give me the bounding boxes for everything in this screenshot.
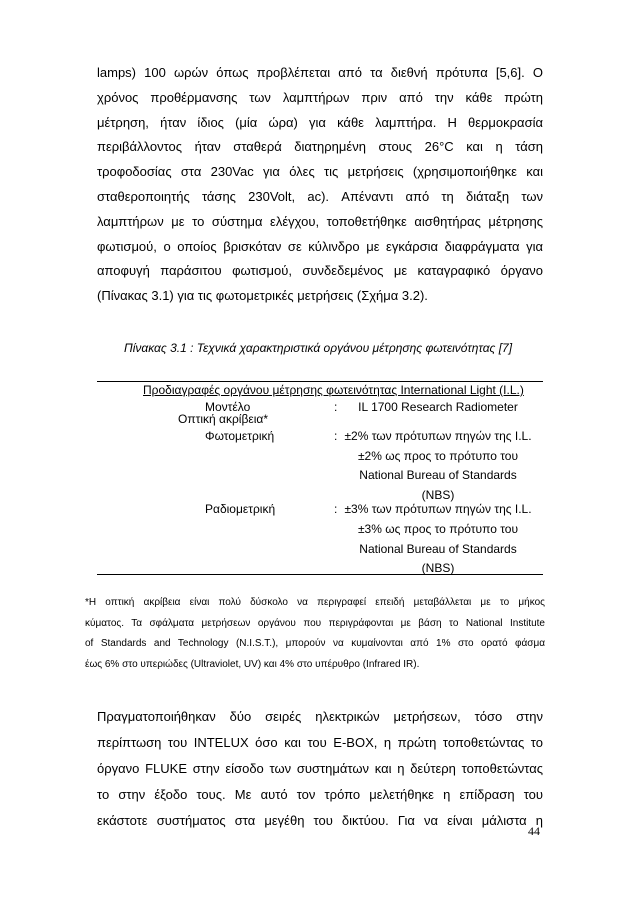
footnote-line: έως 6% στο υπεριώδες (Ultraviolet, UV) και 4% στο υπέρυθρο (Infrared IR).: [85, 658, 420, 670]
radiometric-value: ±3% ως προς το πρότυπο του: [357, 522, 519, 536]
photometric-label: Φωτομετρική: [205, 429, 275, 443]
radiometric-value: ±3% των πρότυπων πηγών της I.L.: [344, 502, 532, 516]
paragraph-line: περίπτωση του INTELUX όσο και του E-BOX, η πρώτη τοποθετώντας το: [97, 735, 543, 750]
paragraph-line: χρόνος προθέρμανσης των λαμπτήρων πριν από την κάθε πρώτη: [97, 89, 543, 105]
radiometric-value: National Bureau of Standards: [359, 542, 517, 556]
paragraph-line: όργανο FLUKE στην είσοδο των συστημάτων και η δεύτερη τοποθετώντας: [97, 761, 543, 776]
radiometric-label: Ραδιομετρική: [205, 502, 276, 516]
radiometric-value: (NBS): [421, 561, 455, 575]
footnote-line: κύματος. Τα σφάλματα μετρήσεων οργάνου που περιγράφονται με βάση το National Institute: [85, 617, 545, 629]
body-paragraph-2: [97, 704, 543, 834]
model-value: IL 1700 Research Radiometer: [358, 400, 518, 414]
paragraph-line: lamps) 100 ωρών όπως προβλέπεται από τα διεθνή πρότυπα [5,6]. Ο: [97, 65, 543, 80]
colon: :: [334, 429, 338, 443]
table-top-rule: [97, 381, 543, 382]
colon: :: [334, 400, 338, 414]
paragraph-line: φωτισμού, ο οποίος βρισκόταν σε κύλινδρο με εγκάρσια διαφράγματα για: [97, 238, 543, 254]
colon: :: [334, 502, 338, 516]
photometric-value: (NBS): [421, 488, 455, 502]
paragraph-line: (Πίνακας 3.1) για τις φωτομετρικές μετρήσεις (Σχήμα 3.2).: [97, 288, 428, 304]
paragraph-line: περιβάλλοντος ήταν σταθερά διατηρημένη στους 26°C και η τάση: [97, 139, 543, 155]
table-caption: Πίνακας 3.1 : Τεχνικά χαρακτηριστικά οργάνου μέτρησης φωτεινότητας [7]: [124, 341, 513, 355]
footnote: [85, 593, 545, 675]
paragraph-line: εκάστοτε συστήματος στα μεγέθη του δικτύου. Για να είναι μάλιστα η: [97, 813, 543, 828]
table-header: Προδιαγραφές οργάνου μέτρησης φωτεινότητας International Light (I.L.): [143, 383, 524, 397]
body-paragraph-1: [97, 61, 543, 309]
paragraph-line: αποφυγή παράσιτου φωτισμού, συνδεδεμένος με καταγραφικό όργανο: [97, 263, 543, 279]
model-label: Μοντέλο: [205, 400, 251, 414]
paragraph-line: λαμπτήρων με το σύστημα ελέγχου, τοποθετήθηκε αισθητήρας μέτρησης: [97, 213, 543, 229]
paragraph-line: σταθεροποιητής τάσης 230Volt, ac). Απέναντι από τη διάταξη των: [97, 188, 543, 204]
photometric-value: ±2% ως προς το πρότυπο του: [357, 449, 519, 463]
footnote-line: *Η οπτική ακρίβεια είναι πολύ δύσκολο να περιγραφεί επειδή μεταβάλλεται με το μήκος: [85, 597, 545, 608]
paragraph-line: Πραγματοποιήθηκαν δύο σειρές ηλεκτρικών μετρήσεων, τόσο στην: [97, 709, 543, 724]
page-number: 44: [528, 824, 540, 838]
table-bottom-rule: [97, 574, 543, 575]
paragraph-line: τροφοδοσίας στα 230Vac για όλες τις μετρήσεις (χρησιμοποιήθηκε και: [97, 164, 543, 180]
photometric-value: National Bureau of Standards: [359, 468, 517, 482]
photometric-value: ±2% των πρότυπων πηγών της I.L.: [344, 429, 532, 443]
accuracy-label: Οπτική ακρίβεια*: [178, 412, 268, 426]
paragraph-line: μέτρηση, ήταν ίδιος (μία ώρα) για κάθε λαμπτήρα. Η θερμοκρασία: [97, 114, 543, 130]
paragraph-line: το στην έξοδο τους. Με αυτό τον τρόπο μελετήθηκε η επίδραση του: [97, 787, 543, 802]
footnote-line: of Standards and Technology (N.I.S.T.), μπορούν να κυμαίνονται από 1% στο ορατό φάσμα: [85, 638, 545, 649]
